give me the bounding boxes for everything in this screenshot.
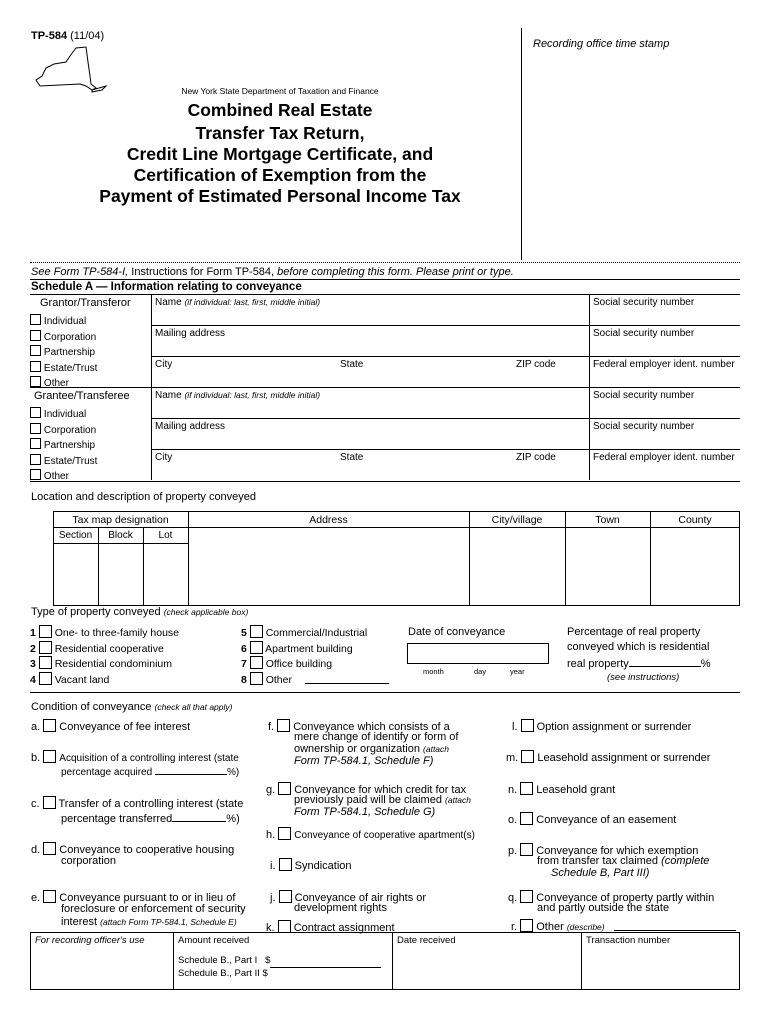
condition-b-pct: percentage acquired %) [61,767,240,778]
checkbox[interactable] [250,656,263,669]
checkbox[interactable] [278,782,291,795]
condition-e[interactable]: e. Conveyance pursuant to or in lieu of [31,892,236,904]
condition-d[interactable]: d. Conveyance to cooperative housing [31,844,235,856]
checkbox[interactable] [43,719,56,732]
property-type-1[interactable]: 1 One- to three-family house [30,627,179,639]
title-line-2: Transfer Tax Return, [195,123,365,143]
grantee-ssn-1[interactable]: Social security number [593,390,695,401]
lot-header: Lot [158,530,173,541]
checkbox[interactable] [250,672,263,685]
instructions-note: See Form TP-584-I, Instructions for Form TP-584, before completing this form. Please print or type. [31,266,514,278]
condition-b[interactable]: b. Acquisition of a controlling interest (state [31,752,239,764]
grantor-mailing-field[interactable]: Mailing address [155,328,226,339]
checkbox[interactable] [520,919,533,932]
date-label: Date of conveyance [408,626,506,638]
grantee-state-field[interactable]: State [340,452,364,463]
grantor-fein[interactable]: Federal employer ident. number [593,359,735,370]
pct-line-3: real property % [567,658,711,670]
condition-k[interactable]: k. Contract assignment [266,922,395,934]
schedule-a-heading: Schedule A — Information relating to conveyance [31,281,302,293]
c-pct-input[interactable] [172,813,226,822]
condition-o[interactable]: o. Conveyance of an easement [508,814,677,826]
condition-f-line3: ownership or organization (attach [294,743,450,755]
condition-m[interactable]: m. Leasehold assignment or surrender [506,752,711,764]
checkbox[interactable] [39,625,52,638]
condition-q[interactable]: q. Conveyance of property partly within [508,892,715,904]
amount-received-label[interactable]: Amount received [178,935,250,946]
checkbox[interactable] [43,842,56,855]
schedule-b-part-1[interactable]: Schedule B., Part I $ [178,955,271,966]
grantor-title: Grantor/Transferor [40,297,131,309]
condition-j[interactable]: j. Conveyance of air rights or [270,892,427,904]
year-label: year [510,667,525,676]
pct-input[interactable] [629,657,701,667]
checkbox[interactable] [43,890,56,903]
checkbox[interactable] [30,454,41,465]
grantor-ssn-2[interactable]: Social security number [593,328,695,339]
property-type-5[interactable]: 5 Commercial/Industrial [241,627,368,639]
grantee-partnership[interactable]: Partnership [30,438,95,451]
title-line-4: Certification of Exemption from the [133,165,427,185]
condition-f-line4: Form TP-584.1, Schedule F) [294,755,434,767]
stamp-divider [521,28,522,260]
checkbox[interactable] [43,796,56,809]
property-type-6[interactable]: 6 Apartment building [241,643,353,655]
condition-d-line2: corporation [61,855,117,867]
checkbox[interactable] [520,843,533,856]
condition-q-line2: and partly outside the state [537,902,670,914]
location-label: Location and description of property conveyed [31,491,257,503]
schedule-b-part-2[interactable]: Schedule B., Part II $ [178,968,268,979]
title-line-3: Credit Line Mortgage Certificate, and [126,144,434,164]
checkbox[interactable] [39,641,52,654]
checkbox[interactable] [43,750,56,763]
condition-e-line2: foreclosure or enforcement of security [61,903,246,915]
checkbox[interactable] [520,812,533,825]
condition-h[interactable]: h. Conveyance of cooperative apartment(s) [266,829,475,841]
condition-g-line2: previously paid will be claimed (attach [294,794,472,806]
condition-c-pct: percentage transferred %) [61,813,240,825]
block-header: Block [108,530,133,541]
checkbox[interactable] [277,719,290,732]
condition-r[interactable]: r. Other (describe) [511,921,605,933]
day-label: day [474,667,487,676]
date-received-label[interactable]: Date received [397,935,456,946]
condition-g[interactable]: g. Conveyance for which credit for tax [266,784,467,796]
checkbox[interactable] [520,782,533,795]
property-type-label: Type of property conveyed (check applicable box) [31,606,249,618]
condition-label: Condition of conveyance (check all that apply) [31,701,233,713]
date-input[interactable] [407,643,549,664]
checkbox[interactable] [30,314,41,325]
tax-map-header: Tax map designation [72,514,169,526]
checkbox[interactable] [30,376,41,387]
officer-label: For recording officer's use [35,935,145,946]
grantor-partnership[interactable]: Partnership [30,345,95,358]
condition-p-line2: from transfer tax claimed (complete [537,855,710,867]
month-label: month [423,667,444,676]
title-line-5: Payment of Estimated Personal Income Tax [99,186,461,206]
grantee-fein[interactable]: Federal employer ident. number [593,452,735,463]
form-id: TP-584 (11/04) [31,30,105,42]
checkbox[interactable] [278,827,291,840]
pct-line-2: conveyed which is residential [567,641,710,653]
stamp-label: Recording office time stamp [533,38,670,50]
checkbox[interactable] [39,656,52,669]
condition-g-line3: Form TP-584.1, Schedule G) [294,806,436,818]
grantee-corporation[interactable]: Corporation [30,423,96,436]
property-type-4[interactable]: 4 Vacant land [30,674,110,686]
checkbox[interactable] [39,672,52,685]
checkbox[interactable] [30,345,41,356]
pct-line-1: Percentage of real property [567,626,701,638]
condition-p-line3: Schedule B, Part III) [551,867,650,879]
grantee-estate-trust[interactable]: Estate/Trust [30,454,97,467]
condition-p[interactable]: p. Conveyance for which exemption [508,845,699,857]
checkbox[interactable] [30,469,41,480]
condition-i[interactable]: i. Syndication [270,860,352,872]
checkbox[interactable] [521,719,534,732]
property-type-7[interactable]: 7 Office building [241,658,333,670]
grantor-name-field[interactable]: Name (if individual: last, first, middle initial) [155,297,321,308]
transaction-number-label[interactable]: Transaction number [586,935,671,946]
county-header: County [678,514,712,526]
checkbox[interactable] [30,438,41,449]
condition-e-line3: interest (attach Form TP-584.1, Schedule E) [61,916,237,928]
checkbox[interactable] [30,330,41,341]
grantor-state-field[interactable]: State [340,359,364,370]
checkbox[interactable] [30,361,41,372]
grantor-corporation[interactable]: Corporation [30,330,96,343]
town-header: Town [595,514,620,526]
checkbox[interactable] [521,750,534,763]
pct-note: (see instructions) [607,672,680,683]
property-type-3[interactable]: 3 Residential condominium [30,658,172,670]
city-village-header: City/village [491,514,543,526]
condition-f-line2: mere change of identify or form of [294,731,459,743]
b-pct-input[interactable] [155,766,227,775]
grantee-mailing-field[interactable]: Mailing address [155,421,226,432]
other-describe-line[interactable] [614,930,736,931]
checkbox[interactable] [30,423,41,434]
checkbox[interactable] [520,890,533,903]
grantor-ssn-1[interactable]: Social security number [593,297,695,308]
grantor-estate-trust[interactable]: Estate/Trust [30,361,97,374]
condition-j-line2: development rights [294,902,387,914]
grantee-other[interactable]: Other [30,469,69,482]
grantee-zip-field[interactable]: ZIP code [516,452,556,463]
checkbox[interactable] [250,641,263,654]
checkbox[interactable] [30,407,41,418]
grantor-zip-field[interactable]: ZIP code [516,359,556,370]
property-type-8[interactable]: 8 Other [241,674,292,686]
condition-c[interactable]: c. Transfer of a controlling interest (state [31,798,244,810]
property-type-2[interactable]: 2 Residential cooperative [30,643,164,655]
grantor-city-field[interactable]: City [155,359,173,370]
address-header: Address [309,514,348,526]
condition-n[interactable]: n. Leasehold grant [508,784,616,796]
grantee-individual[interactable]: Individual [30,407,86,420]
condition-f[interactable]: f. Conveyance which consists of a [268,721,450,733]
agency-name: New York State Department of Taxation and Finance [181,86,379,96]
condition-l[interactable]: l. Option assignment or surrender [512,721,692,733]
grantee-name-field[interactable]: Name (if individual: last, first, middle initial) [155,390,321,401]
title-line-1: Combined Real Estate [187,100,373,120]
grantee-ssn-2[interactable]: Social security number [593,421,695,432]
condition-a[interactable]: a. Conveyance of fee interest [31,721,191,733]
checkbox[interactable] [279,890,292,903]
grantee-title: Grantee/Transferee [34,390,130,402]
checkbox[interactable] [250,625,263,638]
checkbox[interactable] [279,858,292,871]
grantor-other[interactable]: Other [30,376,69,389]
grantee-city-field[interactable]: City [155,452,173,463]
other-type-line[interactable] [305,683,389,684]
grantor-individual[interactable]: Individual [30,314,86,327]
section-header: Section [58,530,93,541]
